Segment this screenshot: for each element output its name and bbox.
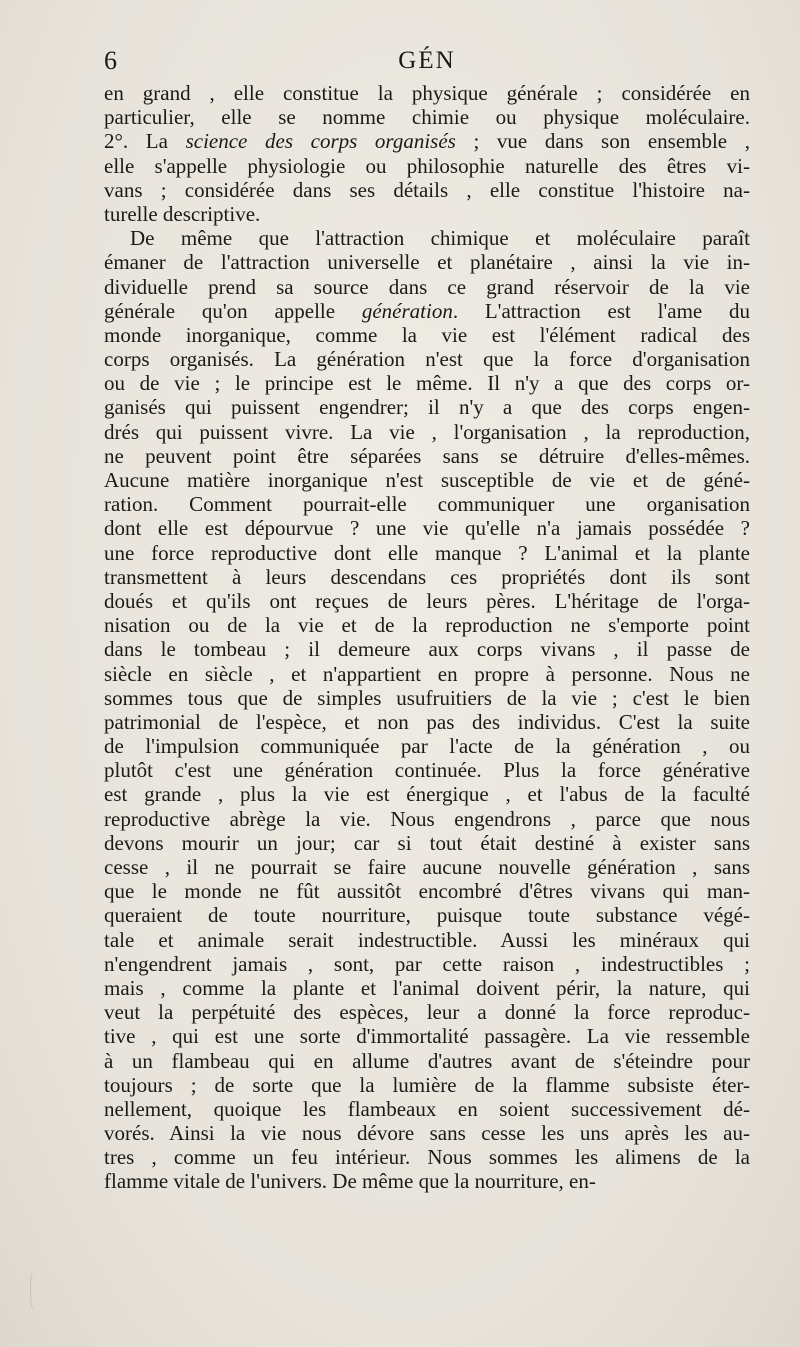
text-line: corps organisés. La génération n'est que la force d'organisation bbox=[104, 347, 750, 372]
text-line: transmettent à leurs descendans ces propriétés dont ils sont bbox=[104, 564, 750, 589]
text-line: ne peuvent point être séparées sans se détruire d'elles-mêmes. bbox=[104, 443, 750, 468]
italic-term: science des corps organisés bbox=[185, 129, 456, 154]
text-line: monde inorganique, comme la vie est l'élément radical des bbox=[104, 322, 750, 347]
text-line: mais , comme la plante et l'animal doivent périr, la nature, qui bbox=[104, 975, 750, 1000]
text-line: particulier, elle se nomme chimie ou physique moléculaire. bbox=[104, 105, 750, 130]
text-line: siècle en siècle , et n'appartient en propre à personne. Nous ne bbox=[104, 661, 750, 686]
text-line: n'engendrent jamais , sont, par cette raison , indestructibles ; bbox=[104, 951, 750, 976]
text-line: ou de vie ; le principe est le même. Il n'y a que des corps or- bbox=[104, 371, 750, 396]
text-line: nellement, quoique les flambeaux en soient successivement dé- bbox=[104, 1096, 750, 1121]
text-line: turelle descriptive. bbox=[104, 201, 261, 226]
text-line: une force reproductive dont elle manque ? L'animal et la plante bbox=[104, 540, 750, 565]
text-line: dividuelle prend sa source dans ce grand réservoir de la vie bbox=[104, 274, 750, 299]
text-line: drés qui puissent vivre. La vie , l'organisation , la reproduction, bbox=[104, 419, 750, 444]
text-line: doués et qu'ils ont reçues de leurs pères. L'héritage de l'orga- bbox=[104, 588, 750, 613]
running-head: GÉN bbox=[398, 47, 456, 74]
margin-mark bbox=[30, 1270, 41, 1310]
page-header bbox=[104, 44, 750, 80]
text-line: vans ; considérée dans ses détails , elle constitue l'histoire na- bbox=[104, 177, 750, 202]
text-line: tres , comme un feu intérieur. Nous sommes les alimens de la bbox=[104, 1145, 750, 1170]
text-line: plutôt c'est une génération continuée. Plus la force générative bbox=[104, 758, 750, 783]
text-line: De même que l'attraction chimique et moléculaire paraît bbox=[130, 226, 750, 251]
text-line: vorés. Ainsi la vie nous dévore sans cesse les uns après les au- bbox=[104, 1121, 750, 1146]
page-number: 6 bbox=[104, 46, 117, 75]
text-line: en grand , elle constitue la physique générale ; considérée en bbox=[104, 81, 750, 105]
text-line: 2°. La science des corps organisés ; vue dans son ensemble , bbox=[104, 129, 751, 154]
text-line: nisation ou de la vie et de la reproduction ne s'emporte point bbox=[104, 613, 750, 638]
text-line: dont elle est dépourvue ? une vie qu'elle n'a jamais possédée ? bbox=[104, 516, 750, 541]
text-line: dans le tombeau ; il demeure aux corps vivans , il passe de bbox=[104, 637, 750, 662]
text-line: ganisés qui puissent engendrer; il n'y a que des corps engen- bbox=[104, 395, 750, 420]
text-line: reproductive abrège la vie. Nous engendrons , parce que nous bbox=[104, 806, 750, 831]
italic-term: génération bbox=[361, 298, 453, 323]
text-line: veut la perpétuité des espèces, leur a donné la force reproduc- bbox=[104, 1000, 750, 1025]
text-line: à un flambeau qui en allume d'autres avant de s'éteindre pour bbox=[104, 1048, 750, 1073]
text-line: de l'impulsion communiquée par l'acte de la génération , ou bbox=[104, 734, 750, 759]
text-line: Aucune matière inorganique n'est susceptible de vie et de géné- bbox=[104, 468, 750, 492]
text-line: flamme vitale de l'univers. De même que la nourriture, en- bbox=[104, 1169, 596, 1194]
text-line: est grande , plus la vie est énergique , et l'abus de la faculté bbox=[104, 782, 750, 807]
text-line: queraient de toute nourriture, puisque toute substance végé- bbox=[104, 903, 750, 928]
text-line: ration. Comment pourrait-elle communiquer une organisation bbox=[104, 492, 750, 517]
text-line: devons mourir un jour; car si tout était destiné à exister sans bbox=[104, 830, 750, 855]
text-line: tale et animale serait indestructible. Aussi les minéraux qui bbox=[104, 927, 750, 952]
text-line: elle s'appelle physiologie ou philosophie naturelle des êtres vi- bbox=[104, 153, 750, 178]
text-line: sommes tous que de simples usufruitiers de la vie ; c'est le bien bbox=[104, 685, 750, 710]
text-line: tive , qui est une sorte d'immortalité passagère. La vie ressemble bbox=[104, 1024, 750, 1049]
text-line: toujours ; de sorte que la lumière de la flamme subsiste éter- bbox=[104, 1072, 750, 1097]
text-line: patrimonial de l'espèce, et non pas des individus. C'est la suite bbox=[104, 709, 750, 734]
text-line: que le monde ne fût aussitôt encombré d'êtres vivans qui man- bbox=[104, 879, 750, 904]
text-line: générale qu'on appelle génération. L'attraction est l'ame du bbox=[104, 298, 750, 323]
body-text bbox=[104, 81, 750, 1194]
text-line: émaner de l'attraction universelle et planétaire , ainsi la vie in- bbox=[104, 250, 750, 275]
text-line: cesse , il ne pourrait se faire aucune nouvelle génération , sans bbox=[104, 855, 750, 879]
